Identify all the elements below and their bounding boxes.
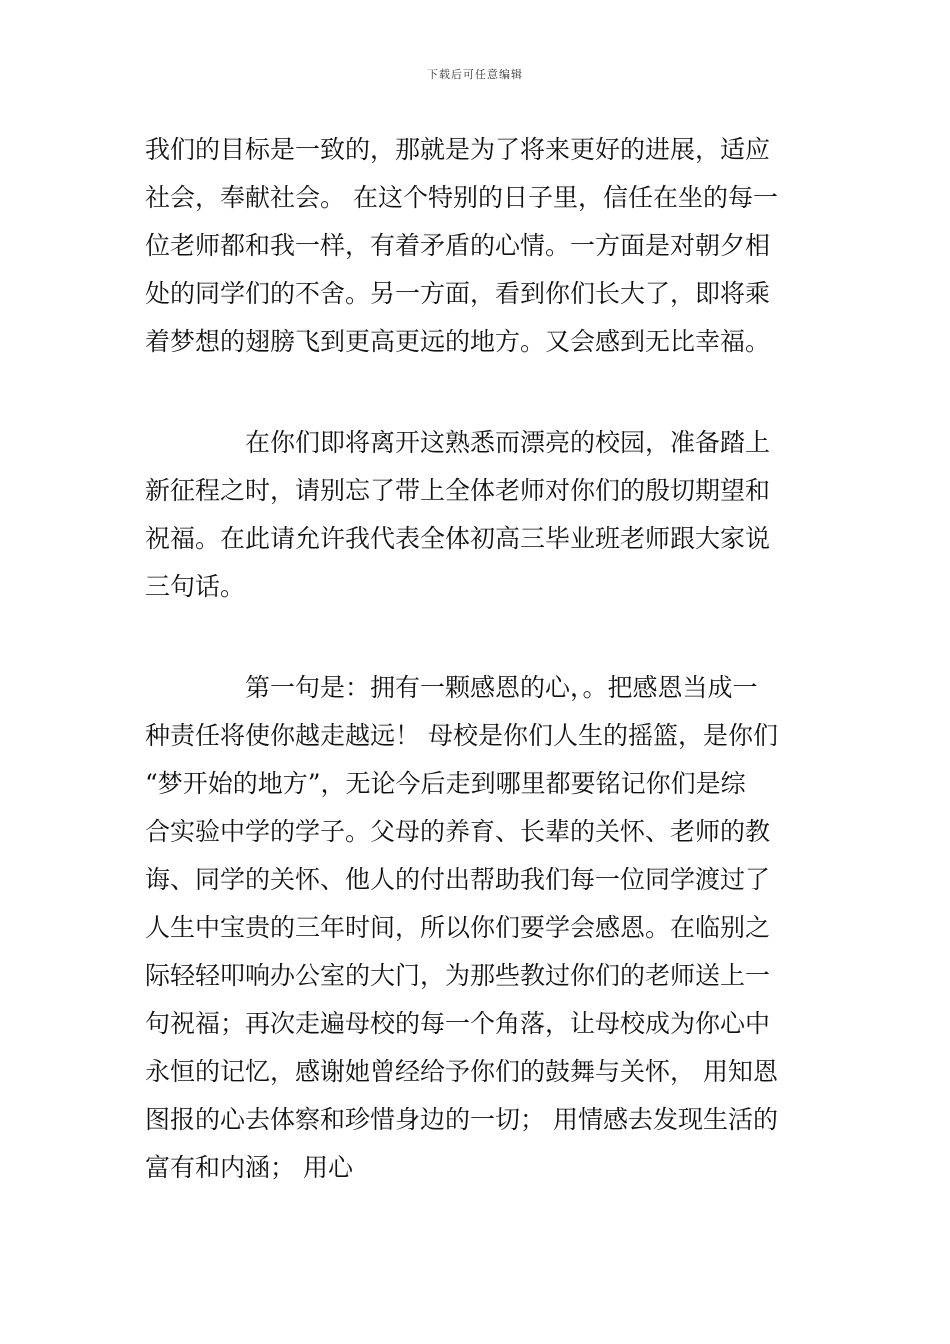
paragraph-2: [145, 419, 815, 611]
text-line: 句祝福；再次走遍母校的每一个角落，让母校成为你心中: [145, 1009, 771, 1038]
text-line: 种责任将使你越走越远！ 母校是你们人生的摇篮，是你们: [145, 721, 778, 750]
page-header: 下载后可任意编辑: [427, 68, 523, 81]
text-line: 合实验中学的学子。父母的养育、长辈的关怀、老师的教: [145, 817, 771, 846]
text-line: 在你们即将离开这熟悉而漂亮的校园，准备踏上: [145, 428, 771, 457]
text-line: 际轻轻叩响办公室的大门，为那些教过你们的老师送上一: [145, 961, 771, 990]
text-line: 图报的心去体察和珍惜身边的一切； 用情感去发现生活的: [145, 1105, 778, 1134]
document-body: [145, 126, 815, 1245]
text-line: “梦开始的地方”，无论今后走到哪里都要铭记你们是综: [145, 769, 746, 798]
text-line: 位老师都和我一样，有着矛盾的心情。一方面是对朝夕相: [145, 231, 771, 260]
text-line: 新征程之时，请别忘了带上全体老师对你们的殷切期望和: [145, 476, 771, 505]
text-line: 社会，奉献社会。 在这个特别的日子里，信任在坐的每一: [145, 183, 778, 212]
text-line: 富有和内涵； 用心: [145, 1153, 353, 1182]
text-line: 诲、同学的关怀、他人的付出帮助我们每一位同学渡过了: [145, 865, 771, 894]
text-line: 第一句是：拥有一颗感恩的心，。把感恩当成一: [145, 673, 758, 702]
text-line: 三句话。: [145, 572, 246, 601]
paragraph-1: [145, 126, 815, 366]
text-line: 我们的目标是一致的，那就是为了将来更好的进展，适应: [145, 135, 771, 164]
text-line: 人生中宝贵的三年时间，所以你们要学会感恩。在临别之: [145, 913, 771, 942]
text-line: 处的同学们的不舍。另一方面，看到你们长大了，即将乘: [145, 279, 771, 308]
text-line: 祝福。在此请允许我代表全体初高三毕业班老师跟大家说: [145, 524, 771, 553]
text-line: 着梦想的翅膀飞到更高更远的地方。又会感到无比幸福。: [145, 327, 771, 356]
text-line: 永恒的记忆，感谢她曾经给予你们的鼓舞与关怀， 用知恩: [145, 1057, 778, 1086]
paragraph-3: [145, 664, 815, 1192]
